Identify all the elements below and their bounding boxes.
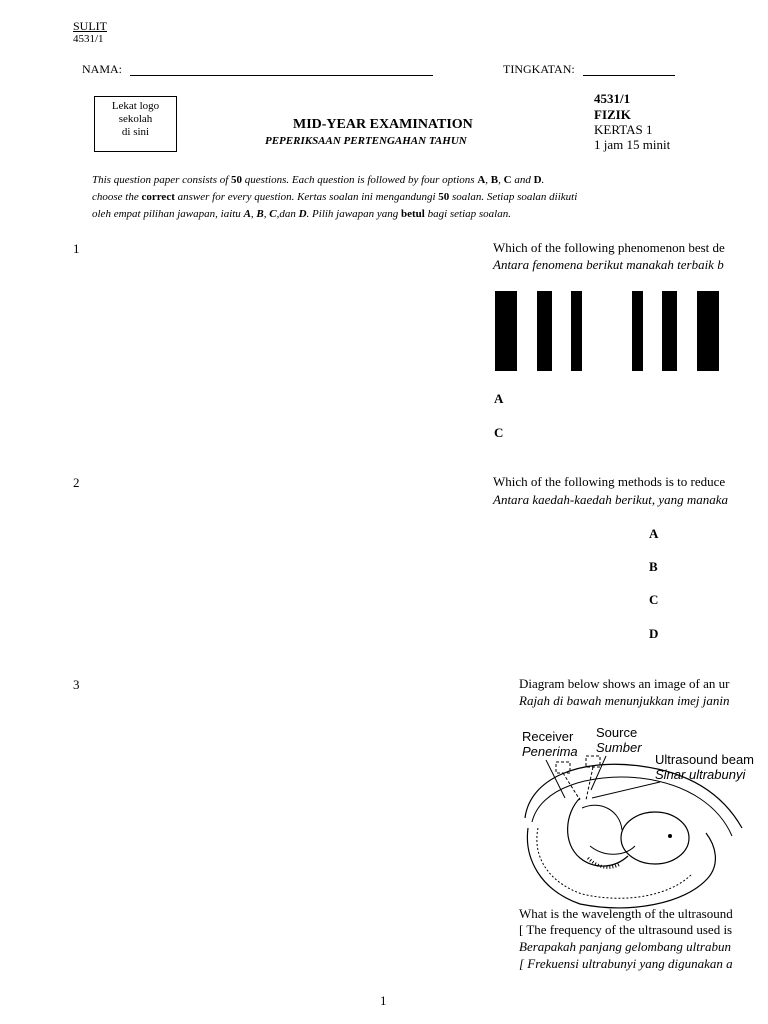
instructions-line-3: oleh empat pilihan jawapan, iaitu A, B, C,dan D. Pilih jawapan yang betul bagi setiap soalan.	[92, 208, 511, 220]
fetus-leg	[590, 846, 635, 854]
pattern-bar	[632, 291, 643, 371]
pattern-bar	[571, 291, 582, 371]
exam-title: MID-YEAR EXAMINATION	[293, 117, 473, 132]
question-2-option-b[interactable]: B	[649, 559, 658, 574]
pattern-bar	[697, 291, 719, 371]
fetus-eye	[668, 834, 672, 838]
receiver-label: Receiver	[522, 729, 574, 744]
beam-label-ms: Sinar ultrabunyi	[655, 767, 746, 782]
receiver-label-ms: Penerima	[522, 744, 578, 759]
logo-placeholder	[94, 96, 177, 152]
beam-pointer	[592, 782, 660, 798]
question-3-ask-ms-2: [ Frekuensi ultrabunyi yang digunakan a	[519, 956, 733, 971]
umbilical-cord	[588, 858, 620, 867]
question-2-text-en: Which of the following methods is to reduce	[493, 474, 726, 489]
question-1-number: 1	[73, 241, 80, 256]
paper-code: 4531/1	[594, 91, 631, 106]
ultrasound-diagram	[510, 718, 768, 910]
question-3-ask-ms-1: Berapakah panjang gelombang ultrabun	[519, 939, 731, 954]
question-1-option-a[interactable]: A	[494, 391, 504, 406]
subject: FIZIK	[594, 107, 631, 122]
pattern-bar	[662, 291, 677, 371]
sulit-label: SULIT	[73, 19, 107, 33]
fetus-arm	[582, 805, 622, 830]
nama-label: NAMA:	[82, 62, 123, 76]
tingkatan-field[interactable]	[583, 75, 675, 76]
question-1-text-ms: Antara fenomena berikut manakah terbaik b	[493, 257, 724, 272]
question-1-text-en: Which of the following phenomenon best de	[493, 240, 725, 255]
pattern-bar	[495, 291, 517, 371]
logo-line-3: di sini	[121, 126, 150, 138]
beam-path-return	[563, 773, 580, 800]
question-3-ask-en-1: What is the wavelength of the ultrasound	[519, 906, 733, 921]
amniotic-sac	[537, 828, 692, 898]
nama-field[interactable]	[130, 75, 433, 76]
beam-label: Ultrasound beam	[655, 752, 754, 767]
fetus-head	[621, 812, 689, 864]
question-2-number: 2	[73, 475, 80, 490]
instructions-line-2: choose the correct answer for every question. Kertas soalan ini mengandungi 50 soalan. Setiap soalan diikuti	[92, 191, 578, 203]
question-3-text-ms: Rajah di bawah menunjukkan imej janin	[519, 693, 730, 708]
tingkatan-label: TINGKATAN:	[503, 62, 575, 76]
source-label-ms: Sumber	[596, 740, 642, 755]
paper-number: KERTAS 1	[594, 122, 653, 137]
source-pointer	[591, 756, 606, 790]
pattern-bar	[537, 291, 552, 371]
question-1-option-c[interactable]: C	[494, 425, 504, 440]
logo-line-1: Lekat logo	[111, 100, 160, 112]
instructions-line-1: This question paper consists of 50 questions. Each question is followed by four options A, B, C and D.	[92, 174, 545, 186]
source-label: Source	[596, 725, 638, 740]
question-3-ask-en-2: [ The frequency of the ultrasound used is	[519, 922, 733, 937]
fetus-back	[568, 798, 628, 866]
instructions	[92, 172, 692, 223]
question-2-option-c[interactable]: C	[649, 592, 659, 607]
question-3-text-en: Diagram below shows an image of an ur	[519, 676, 730, 691]
beam-path-send	[586, 767, 593, 800]
question-2-option-a[interactable]: A	[649, 526, 659, 541]
duration: 1 jam 15 minit	[594, 137, 671, 152]
paper-code-small: 4531/1	[73, 33, 104, 45]
question-3-number: 3	[73, 677, 80, 692]
exam-subtitle: PEPERIKSAAN PERTENGAHAN TAHUN	[265, 135, 467, 147]
question-2-text-ms: Antara kaedah-kaedah berikut, yang manaka	[493, 492, 729, 507]
page-number: 1	[380, 993, 387, 1008]
question-2-option-d[interactable]: D	[649, 626, 659, 641]
logo-line-2: sekolah	[118, 113, 153, 125]
